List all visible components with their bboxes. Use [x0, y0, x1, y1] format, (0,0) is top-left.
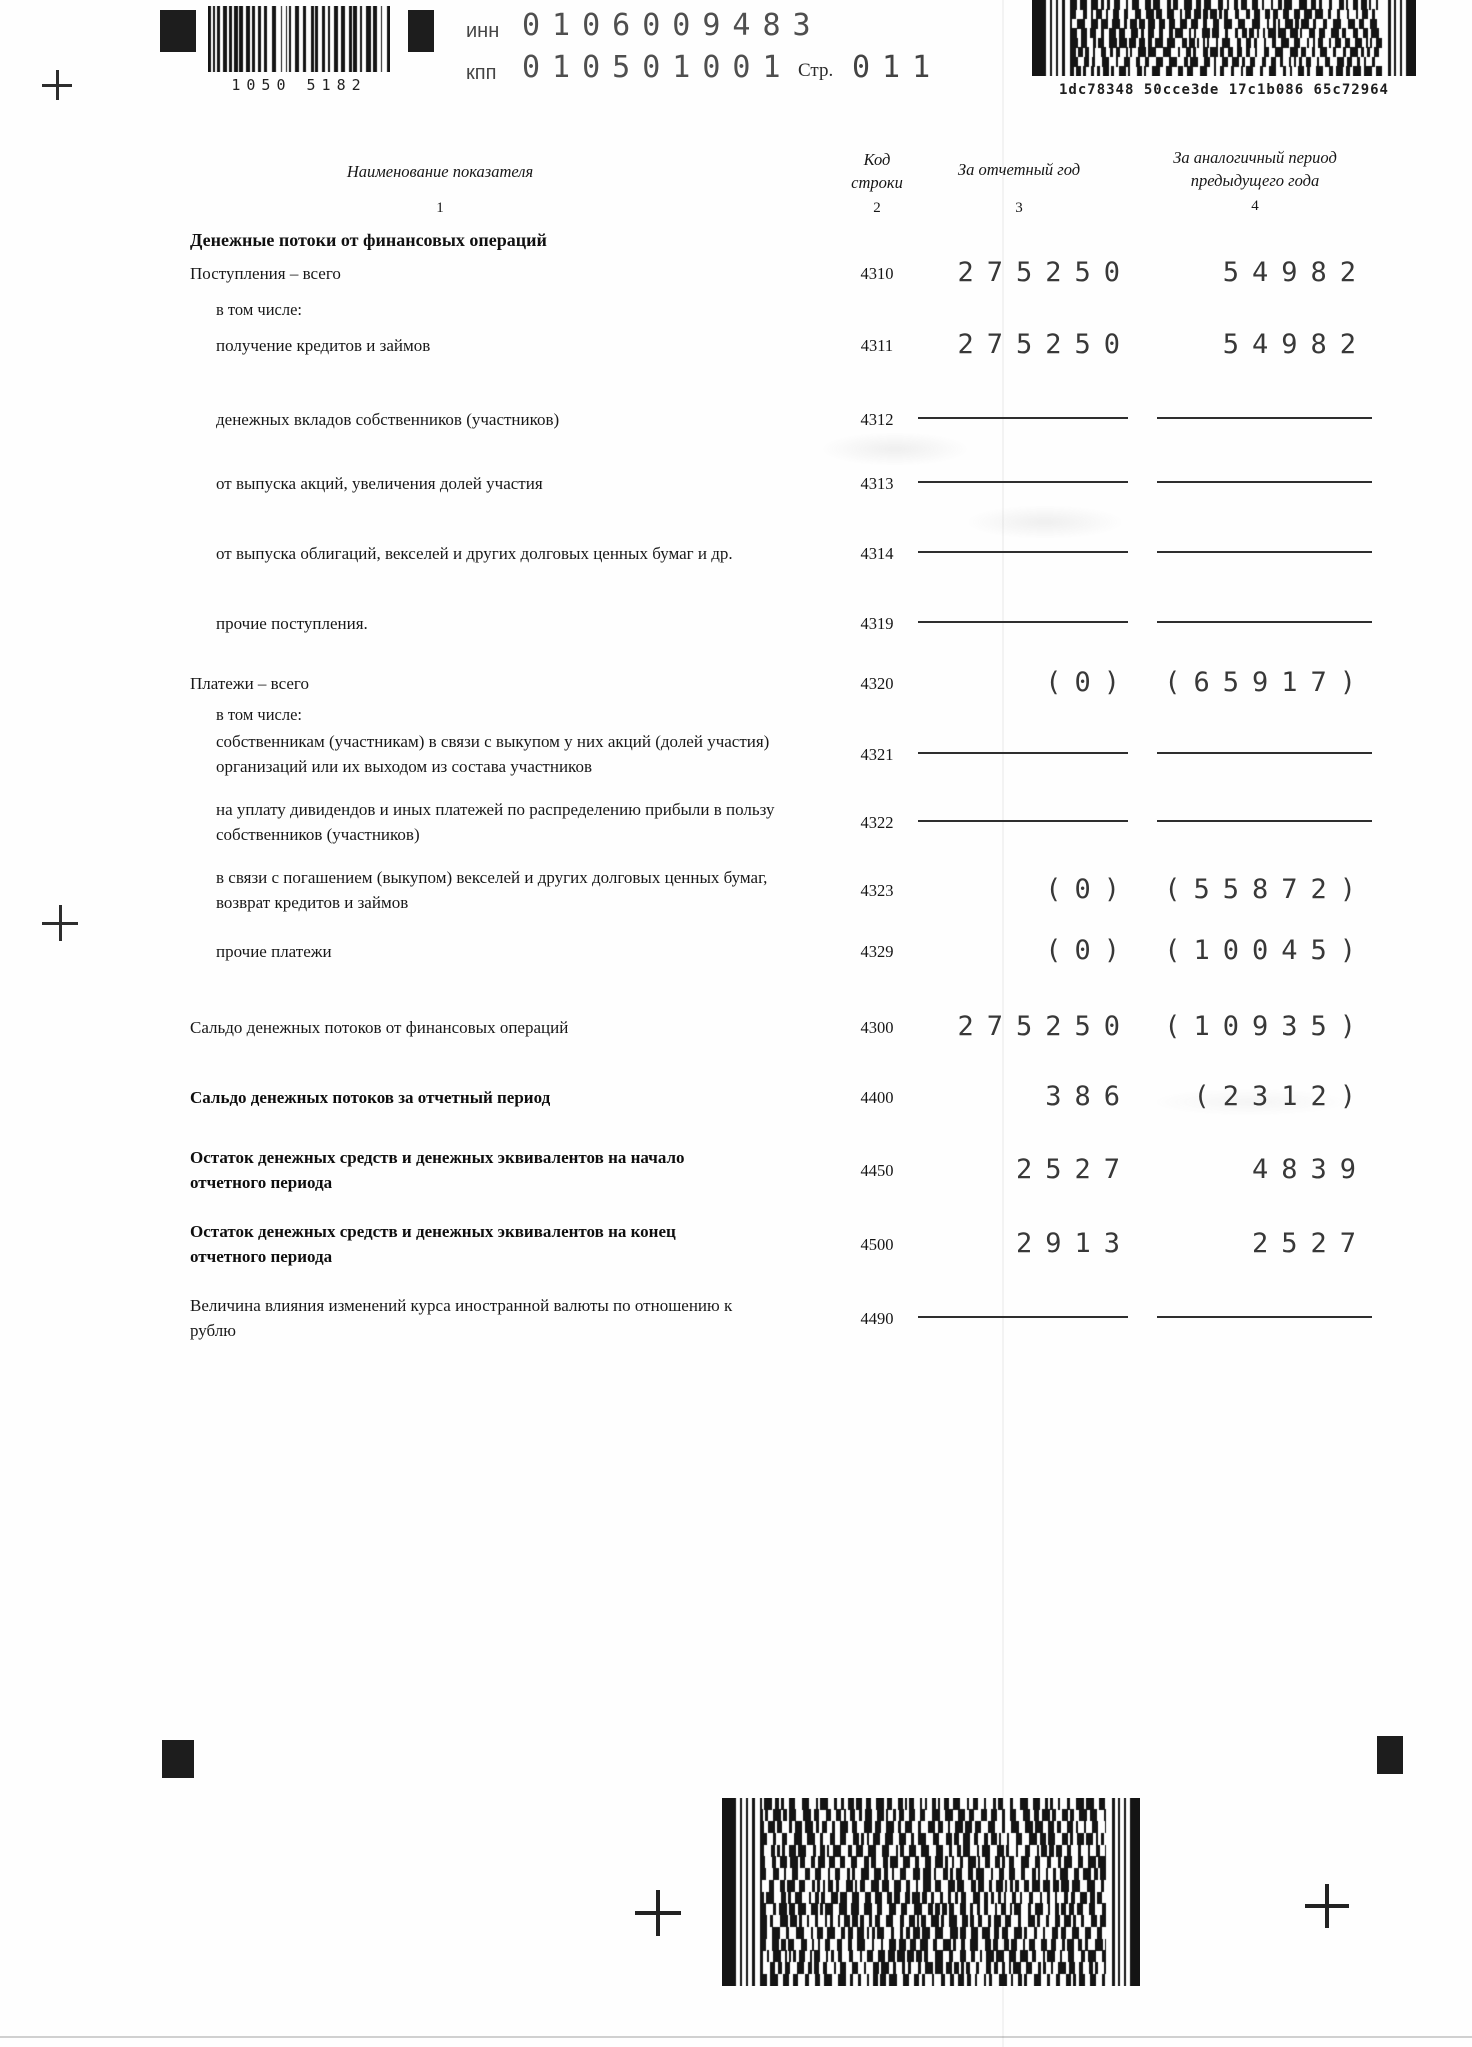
row-code: 4321: [860, 745, 894, 764]
empty-value-dash: [1157, 752, 1372, 754]
row-value-prev-year: (2312): [1193, 1081, 1369, 1112]
pdf417-barcode-top: [1032, 0, 1416, 76]
page-number-value: 011: [852, 50, 943, 85]
row-code: 4313: [860, 474, 894, 493]
column-number-3: 3: [1015, 200, 1023, 216]
empty-value-dash: [1157, 417, 1372, 419]
linear-barcode: [208, 6, 390, 72]
inn-label: инн: [466, 20, 500, 42]
kpp-value: 010501001: [522, 50, 793, 85]
row-value-prev-year: (55872): [1164, 874, 1369, 905]
row-value-report-year: 2527: [1015, 1154, 1133, 1185]
row-label: в связи с погашением (выкупом) векселей и других долговых ценных бумаг, возврат кредитов и займов: [216, 868, 768, 912]
row-label: прочие поступления.: [216, 614, 368, 633]
row-subheader-label: в том числе:: [216, 705, 303, 724]
row-label: Остаток денежных средств и денежных эквивалентов на конец отчетного периода: [190, 1222, 676, 1266]
row-value-prev-year: 2527: [1251, 1228, 1369, 1259]
anchor-square: [1377, 1736, 1403, 1774]
anchor-square: [408, 10, 434, 52]
anchor-square: [160, 10, 196, 52]
row-value-report-year: (0): [1045, 935, 1133, 966]
row-code: 4322: [860, 813, 894, 832]
column-number-4: 4: [1251, 198, 1259, 214]
row-label: Сальдо денежных потоков от финансовых операций: [190, 1018, 569, 1037]
barcode-hex-caption: 1dc78348 50cce3de 17c1b086 65c72964: [1058, 82, 1389, 98]
row-code: 4320: [860, 674, 894, 693]
row-value-prev-year: 54982: [1222, 329, 1369, 360]
row-label: Величина влияния изменений курса иностранной валюты по отношению к рублю: [190, 1296, 733, 1340]
scan-edge-line: [0, 2036, 1472, 2038]
column-header-name: Наименование показателя: [346, 162, 534, 181]
column-header-prev-year-line1: За аналогичный период: [1173, 148, 1337, 167]
row-code: 4311: [860, 336, 894, 355]
row-value-prev-year: (10935): [1164, 1011, 1369, 1042]
row-label: получение кредитов и займов: [216, 336, 431, 355]
row-subheader-label: в том числе:: [216, 300, 303, 319]
row-label: от выпуска облигаций, векселей и других долговых ценных бумаг и др.: [216, 544, 733, 563]
row-value-report-year: 2913: [1015, 1228, 1133, 1259]
row-value-report-year: (0): [1045, 874, 1133, 905]
empty-value-dash: [918, 820, 1128, 822]
row-code: 4400: [860, 1088, 894, 1107]
row-label: от выпуска акций, увеличения долей участия: [216, 474, 543, 493]
row-code: 4450: [860, 1161, 894, 1180]
pdf417-barcode-bottom: [722, 1798, 1140, 1986]
inn-value: 0106009483: [522, 8, 823, 43]
section-title: Денежные потоки от финансовых операций: [190, 230, 547, 250]
row-value-report-year: (0): [1045, 667, 1133, 698]
registration-cross-mid-left: [42, 905, 78, 941]
row-code: 4319: [860, 614, 894, 633]
row-value-prev-year: (65917): [1164, 667, 1369, 698]
empty-value-dash: [1157, 551, 1372, 553]
row-code: 4300: [860, 1018, 894, 1037]
row-value-report-year: 275250: [957, 257, 1133, 288]
column-header-code-line1: Код: [863, 150, 891, 169]
registration-cross-bottom-right: [1305, 1884, 1349, 1928]
scan-smudge: [820, 432, 970, 466]
row-label: денежных вкладов собственников (участников): [216, 410, 560, 429]
row-label: Платежи – всего: [190, 674, 309, 693]
empty-value-dash: [1157, 820, 1372, 822]
registration-cross-top-left: [42, 70, 72, 100]
row-code: 4329: [860, 942, 894, 961]
empty-value-dash: [918, 481, 1128, 483]
page-number-label: Стр.: [798, 60, 834, 81]
row-code: 4310: [860, 264, 894, 283]
row-label: Сальдо денежных потоков за отчетный период: [190, 1088, 551, 1107]
empty-value-dash: [918, 1316, 1128, 1318]
row-value-report-year: 386: [1045, 1081, 1133, 1112]
barcode-caption: 1050 5182: [231, 76, 367, 94]
row-label: Остаток денежных средств и денежных эквивалентов на начало отчетного периода: [190, 1148, 685, 1192]
row-code: 4500: [860, 1235, 894, 1254]
row-value-prev-year: (10045): [1164, 935, 1369, 966]
column-number-2: 2: [873, 200, 881, 216]
empty-value-dash: [918, 752, 1128, 754]
column-number-1: 1: [436, 200, 444, 216]
row-code: 4312: [860, 410, 894, 429]
empty-value-dash: [918, 551, 1128, 553]
empty-value-dash: [918, 621, 1128, 623]
empty-value-dash: [1157, 481, 1372, 483]
anchor-square: [162, 1740, 194, 1778]
row-code: 4323: [860, 881, 894, 900]
column-header-prev-year-line2: предыдущего года: [1190, 171, 1320, 191]
row-value-report-year: 275250: [957, 1011, 1133, 1042]
row-label: Поступления – всего: [190, 264, 341, 283]
row-value-prev-year: 54982: [1222, 257, 1369, 288]
row-code: 4314: [860, 544, 894, 563]
empty-value-dash: [1157, 1316, 1372, 1318]
row-label: собственникам (участникам) в связи с выкупом у них акций (долей участия) организаций или их выходом из состава участников: [216, 732, 770, 776]
row-code: 4490: [860, 1309, 894, 1328]
column-header-prev-year: [1135, 146, 1375, 192]
row-value-prev-year: 4839: [1251, 1154, 1369, 1185]
row-label: прочие платежи: [216, 942, 332, 961]
column-header-code-line2: строки: [851, 173, 903, 193]
row-value-report-year: 275250: [957, 329, 1133, 360]
row-label: на уплату дивидендов и иных платежей по распределению прибыли в пользу собственников (участников): [216, 800, 775, 844]
empty-value-dash: [1157, 621, 1372, 623]
empty-value-dash: [918, 417, 1128, 419]
column-header-report-year: За отчетный год: [957, 160, 1081, 179]
scan-smudge: [965, 505, 1125, 539]
kpp-label: кпп: [466, 62, 497, 84]
registration-cross-bottom-left: [635, 1890, 681, 1936]
